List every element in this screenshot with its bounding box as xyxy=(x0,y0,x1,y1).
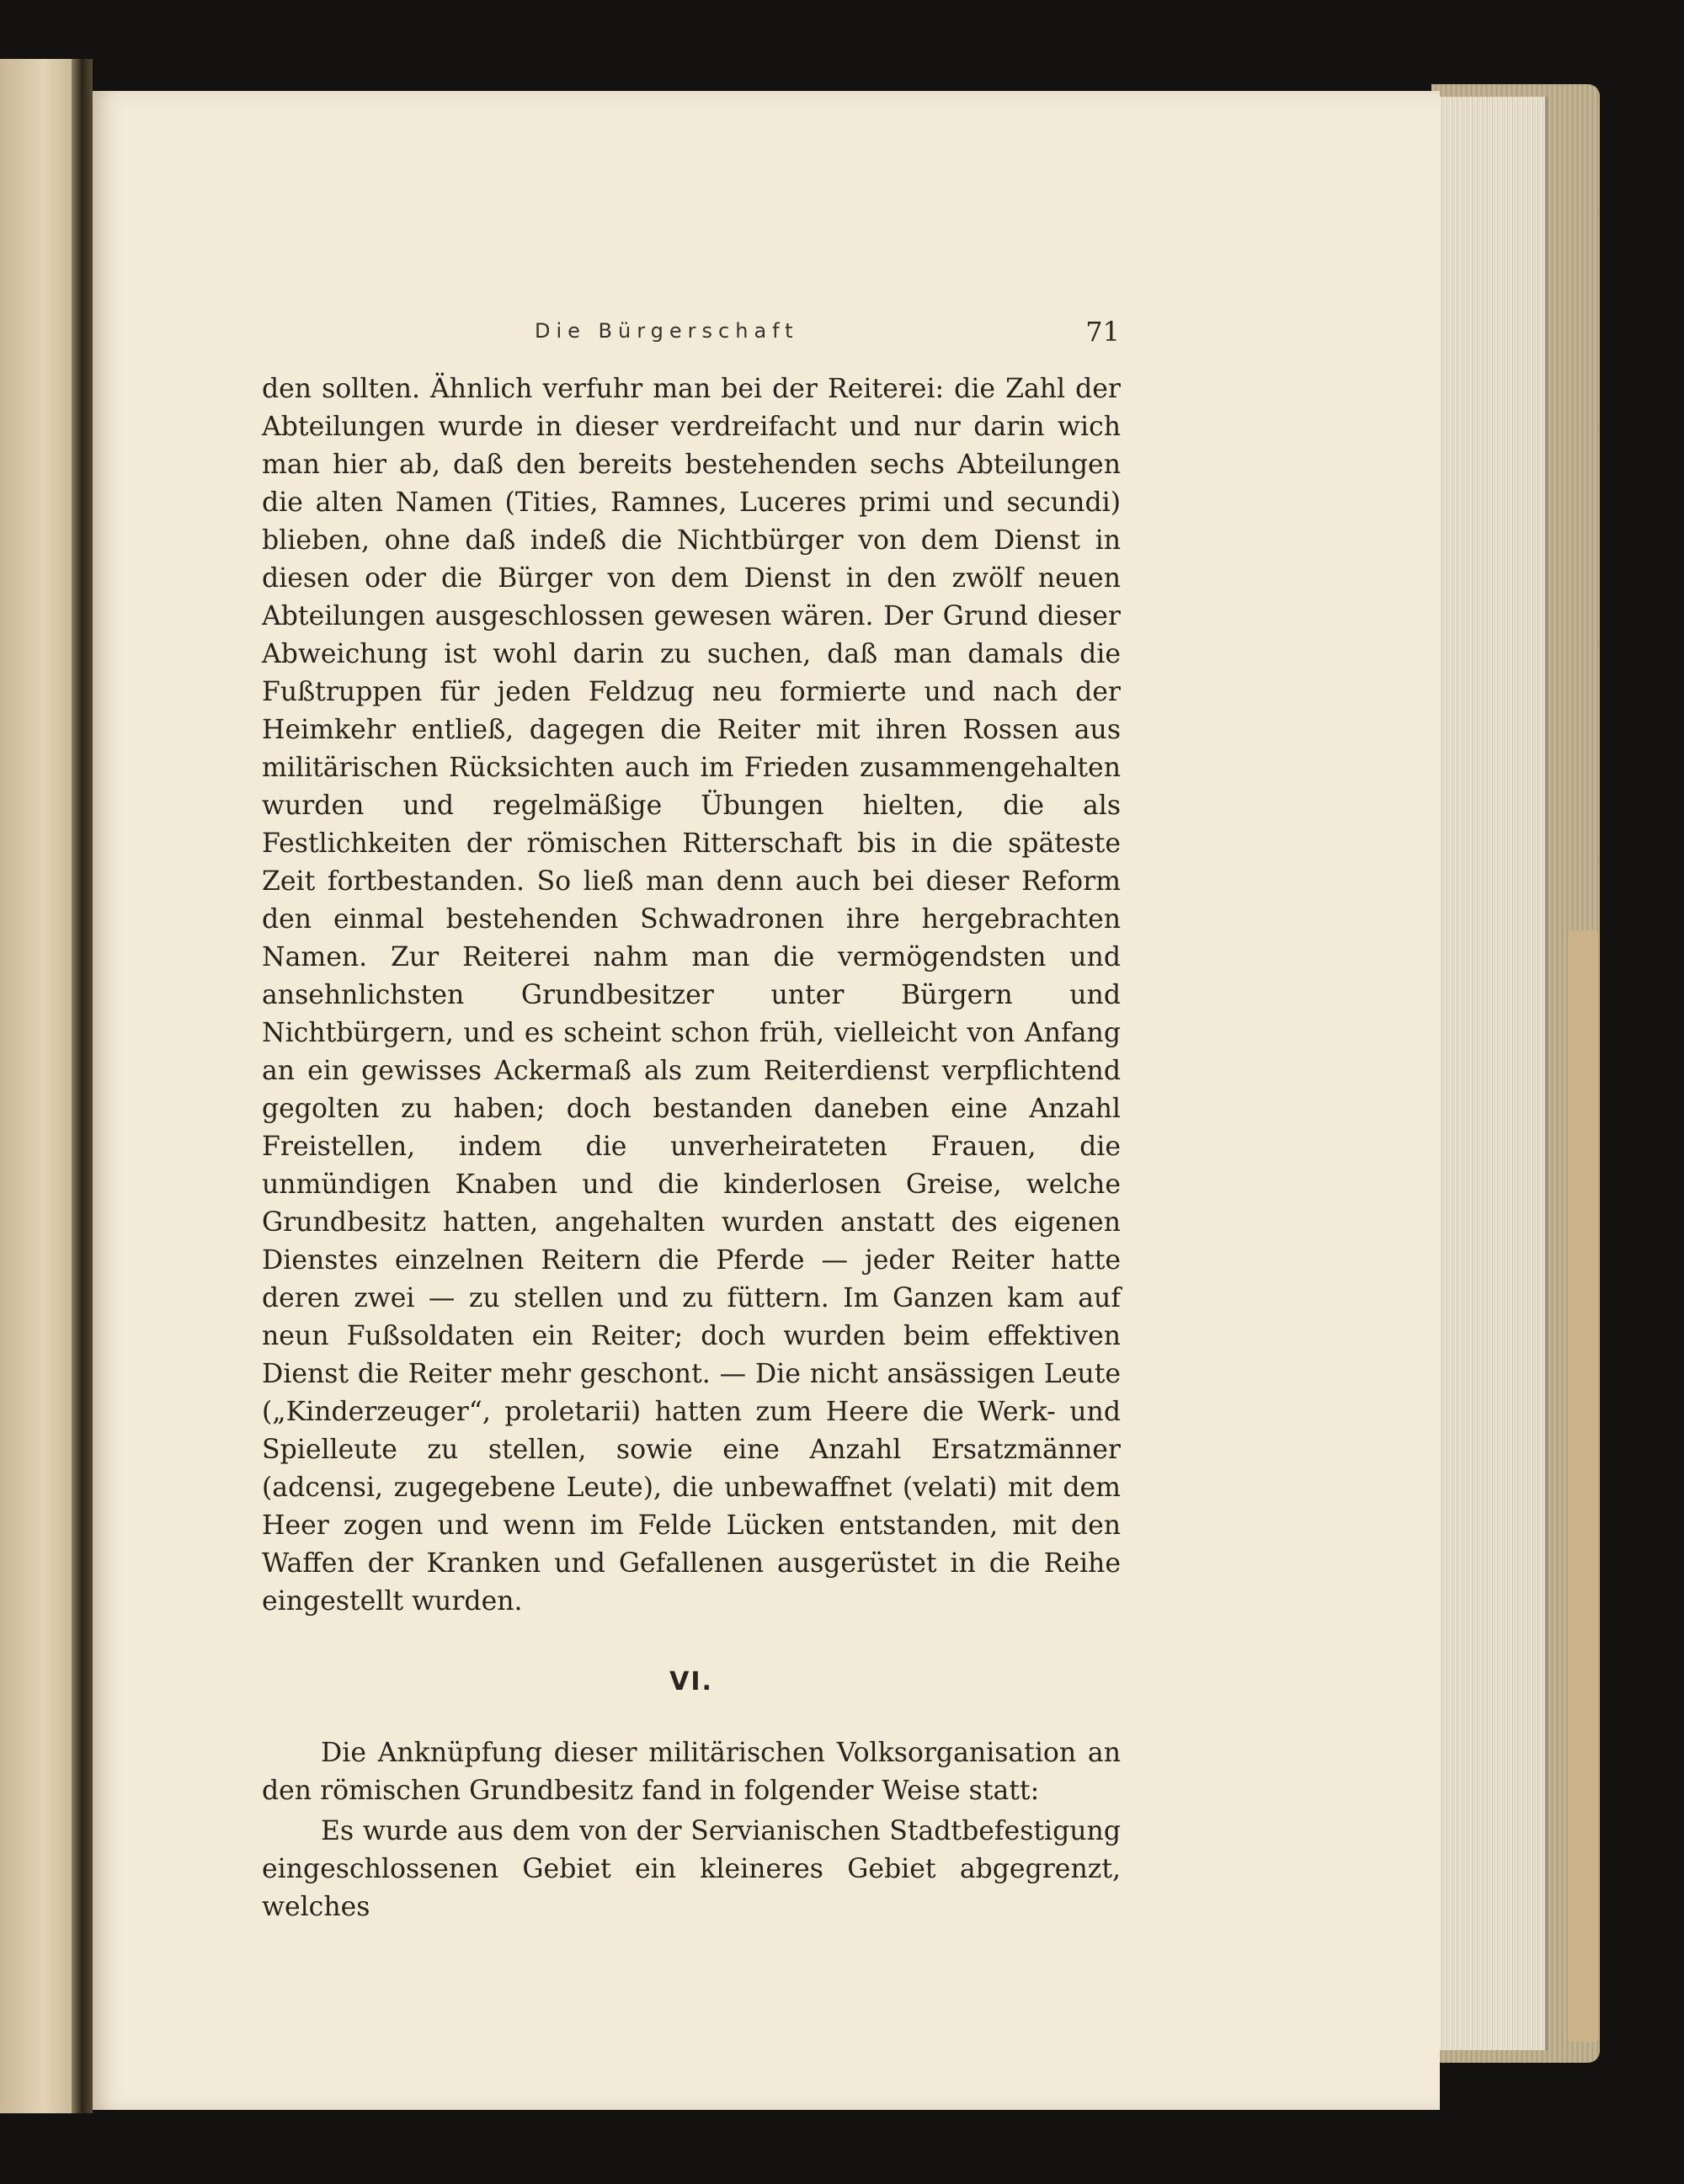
book-gutter xyxy=(72,59,93,2113)
page-edges xyxy=(1427,97,1548,2050)
paragraph-stadtbefestigung: Es wurde aus dem von der Servianischen Stadtbefestigung eingeschlossenen Gebiet ein kleineres Gebiet abgegrenzt, welches xyxy=(262,1816,1121,1922)
paragraph-reiterei: den sollten. Ähnlich verfuhr man bei der Reiterei: die Zahl der Abteilungen wurde in dieser verdreifacht und nur darin wich man hier ab, daß den bereits bestehenden sechs Abteilungen die alten Namen (Tities, Ramnes, Luceres primi und secundi) blieben, ohne daß indeß die Nichtbürger von dem Dienst in diesen oder die Bürger von dem Dienst in den zwölf neuen Abteilungen ausgeschlossen gewesen wären. Der Grund dieser Abweichung ist wohl darin zu suchen, daß man damals die Fußtruppen für jeden Feldzug neu formierte und nach der Heimkehr entließ, dagegen die Reiter mit ihren Rossen aus militärischen Rücksichten auch im Frieden zusammengehalten wurden und regelmäßige Übungen hielten, die als Festlichkeiten der römischen Ritterschaft bis in die späteste Zeit fortbestanden. So ließ man denn auch bei dieser Reform den einmal bestehenden Schwadronen ihre hergebrachten Namen. Zur Reiterei nahm man die vermögendsten und ansehnlichsten Grundbesitzer unter Bürgern und Nichtbürgern, und es scheint schon früh, vielleicht von Anfang an ein gewisses Ackermaß als zum Reiterdienst verpflichtend gegolten zu haben; doch bestanden daneben eine Anzahl Freistellen, indem die unverheirateten Frauen, die unmündigen Knaben und die kinderlosen Greise, welche Grundbesitz hatten, angehalten wurden anstatt des eigenen Dienstes einzelnen Reitern die Pferde — jeder Reiter hatte deren zwei — zu stellen und zu füttern. Im Ganzen kam auf neun Fußsoldaten ein Reiter; doch wurden beim effektiven Dienst die Reiter mehr geschont. — Die nicht ansässigen Leute („Kinderzeuger“, proletarii) hatten zum Heere die Werk- und Spielleute zu stellen, sowie eine Anzahl Ersatzmänner (adcensi, zugegebene Leute), die unbewaffnet (velati) mit dem Heer zogen und wenn im Felde Lücken entstanden, mit den Waffen der Kranken und Gefallenen ausgerüstet in die Reihe eingestellt wurden. xyxy=(262,374,1121,1617)
cover-stain xyxy=(1568,930,1598,2042)
body-text xyxy=(262,370,1121,1926)
running-title: Die Bürgerschaft xyxy=(535,319,799,343)
page-number: 71 xyxy=(1085,316,1120,348)
section-heading: VI. xyxy=(669,1667,713,1697)
running-head xyxy=(261,316,1120,358)
paragraph-anknuepfung: Die Anknüpfung dieser militärischen Volksorganisation an den römischen Grundbesitz fand in folgender Weise statt: xyxy=(262,1738,1121,1806)
left-page-edge xyxy=(0,59,80,2113)
